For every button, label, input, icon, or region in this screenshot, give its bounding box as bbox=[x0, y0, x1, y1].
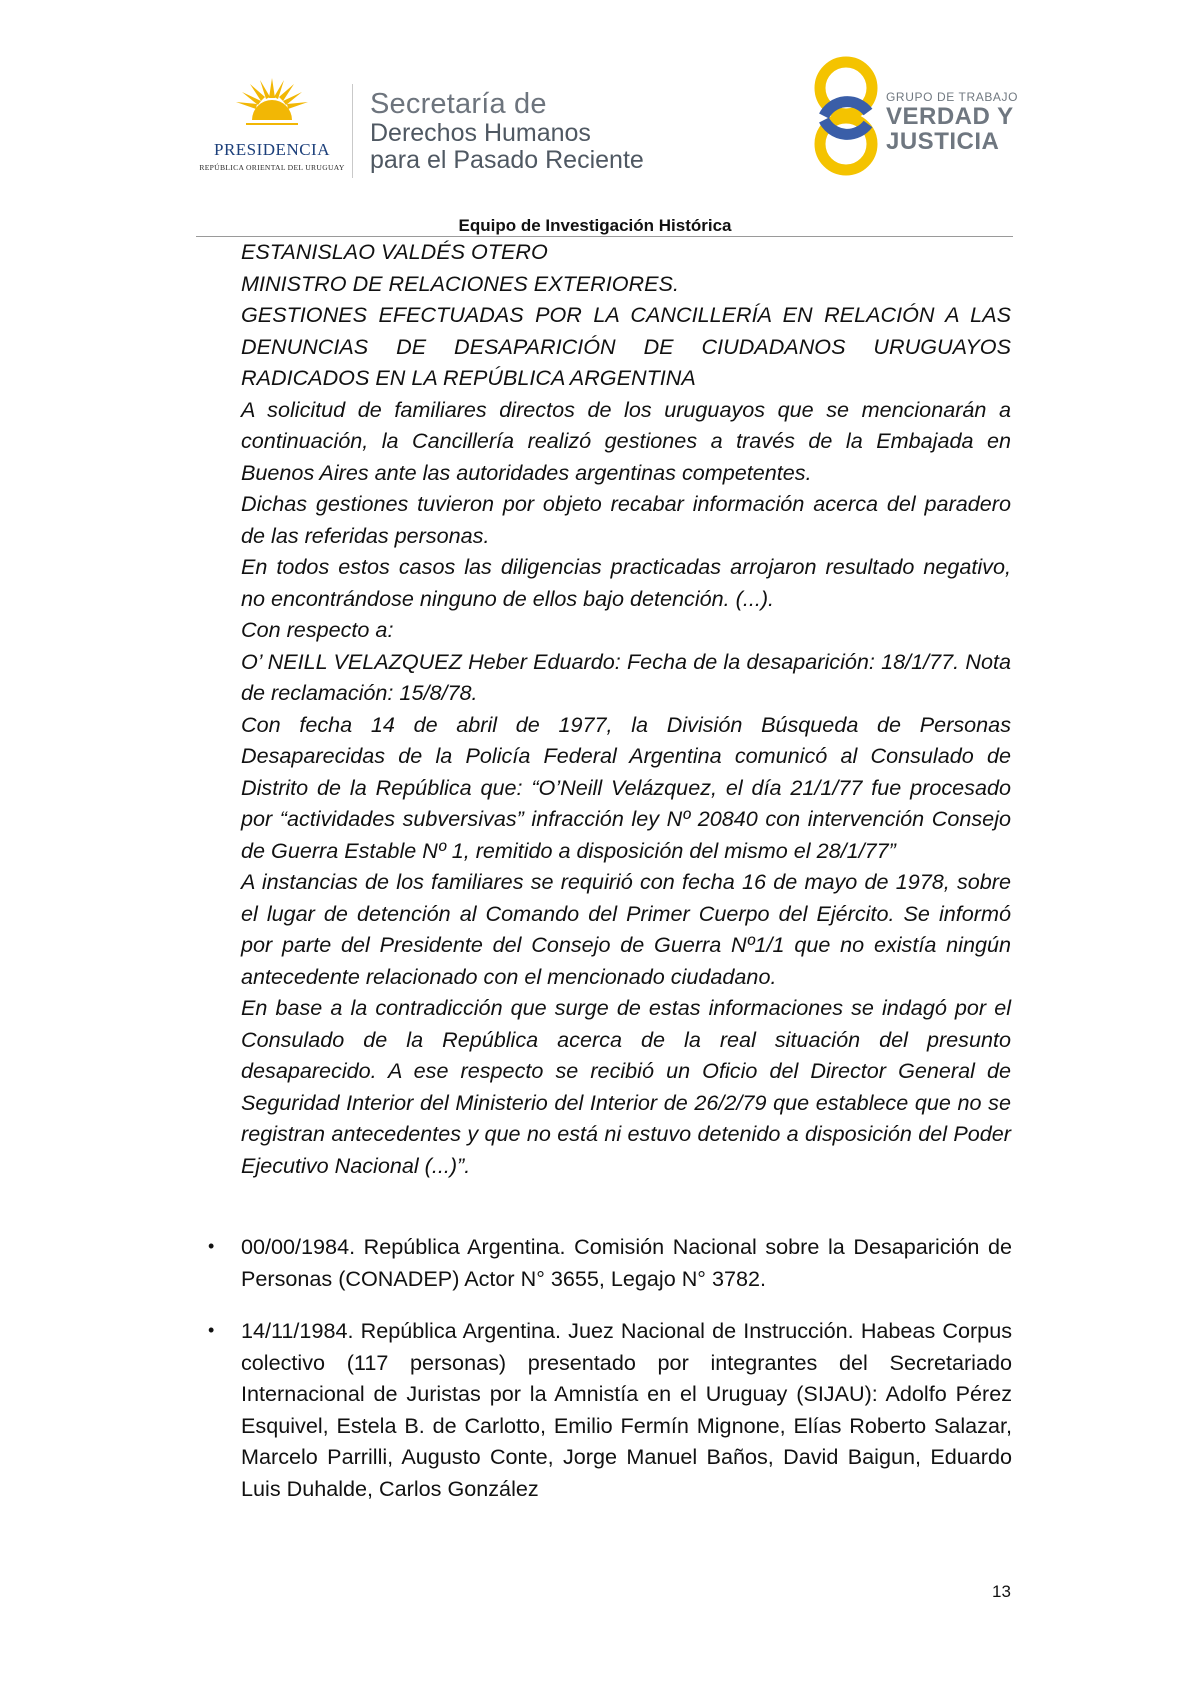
bullet-list bbox=[202, 1231, 1012, 1294]
sun-emblem-icon bbox=[232, 76, 312, 138]
list-item bbox=[202, 1315, 1012, 1504]
quoted-text-block bbox=[241, 236, 1011, 1181]
presidencia-wordmark: PRESIDENCIA bbox=[213, 140, 330, 159]
caps-line-minister: MINISTRO DE RELACIONES EXTERIORES. bbox=[241, 270, 679, 296]
justicia-label: JUSTICIA bbox=[886, 128, 1000, 155]
secretaria-line-1: Secretaría de bbox=[370, 88, 547, 120]
header-divider bbox=[352, 84, 353, 178]
paragraph: A instancias de los familiares se requirió con fecha 16 de mayo de 1978, sobre el lugar de detención al Comando del Primer Cuerpo del Ejército. Se informó por parte del Presidente del Consejo de Guerra Nº1/1 que no existía ningún antecedente relacionado con el mencionado ciudadano. bbox=[241, 869, 1011, 989]
presidencia-logo bbox=[192, 76, 352, 176]
secretaria-logo-text bbox=[370, 88, 644, 174]
paragraph: En base a la contradicción que surge de estas informaciones se indagó por el Consulado de la República acerca de la real situación del presunto desaparecido. A ese respecto se recibió un Oficio del Director General de Seguridad Interior del Ministerio del Interior de 26/2/79 que establece que no se registran antecedentes y que no está ni estuvo detenido a disposición del Poder Ejecutivo Nacional (...)”. bbox=[241, 995, 1011, 1178]
paragraph: A solicitud de familiares directos de los uruguayos que se mencionarán a continuación, la Cancillería realizó gestiones a través de la Embajada en Buenos Aires ante las autoridades argentinas competentes. bbox=[241, 396, 1011, 485]
grupo-trabajo-label: GRUPO DE TRABAJO bbox=[886, 90, 1019, 104]
paragraph: Con fecha 14 de abril de 1977, la División Búsqueda de Personas Desaparecidas de la Policía Federal Argentina comunicó al Consulado de Distrito de la República que: “O’Neill Velázquez, el día 21/1/77 fue procesado por “actividades subversivas” infracción ley Nº 20840 con intervención Consejo de Guerra Estable Nº 1, remitido a disposición del mismo el 28/1/77” bbox=[241, 711, 1011, 863]
caps-line-name: ESTANISLAO VALDÉS OTERO bbox=[241, 239, 548, 264]
paragraph: En todos estos casos las diligencias practicadas arrojaron resultado negativo, no encontrándose ninguno de ellos bajo detención. (...). bbox=[241, 554, 1011, 611]
verdad-justicia-rings-icon bbox=[808, 54, 892, 180]
page-number: 13 bbox=[992, 1582, 1011, 1601]
secretaria-line-2: Derechos Humanos bbox=[370, 119, 591, 147]
paragraph: Dichas gestiones tuvieron por objeto recabar información acerca del paradero de las referidas personas. bbox=[241, 491, 1011, 548]
bullet-list-2 bbox=[202, 1315, 1012, 1504]
paragraph: O’ NEILL VELAZQUEZ Heber Eduardo: Fecha de la desaparición: 18/1/77. Nota de reclamación: 15/8/78. bbox=[241, 648, 1011, 705]
secretaria-line-3: para el Pasado Reciente bbox=[370, 146, 644, 174]
presidencia-subtitle: REPÚBLICA ORIENTAL DEL URUGUAY bbox=[199, 163, 345, 172]
bullet-icon: • bbox=[208, 1320, 215, 1340]
list-item-text: 14/11/1984. República Argentina. Juez Nacional de Instrucción. Habeas Corpus colectivo (117 personas) presentado por integrantes del Secretariado Internacional de Juristas por la Amnistía en el Uruguay (SIJAU): Adolfo Pérez Esquivel, Estela B. de Carlotto, Emilio Fermín Mignone, Elías Roberto Salazar, Marcelo Parrilli, Augusto Conte, Jorge Manuel Baños, David Baigun, Eduardo Luis Duhalde, Carlos González bbox=[241, 1318, 1012, 1501]
paragraph: Con respecto a: bbox=[241, 617, 394, 642]
caps-line-gestiones: GESTIONES EFECTUADAS POR LA CANCILLERÍA EN RELACIÓN A LAS DENUNCIAS DE DESAPARICIÓN DE CIUDADANOS URUGUAYOS RADICADOS EN LA REPÚBLICA ARGENTINA bbox=[241, 302, 1011, 390]
list-item bbox=[202, 1231, 1012, 1294]
equipo-title: Equipo de Investigación Histórica bbox=[458, 216, 732, 235]
bullet-icon: • bbox=[208, 1236, 215, 1256]
grupo-trabajo-text bbox=[886, 90, 1018, 154]
list-item-text: 00/00/1984. República Argentina. Comisión Nacional sobre la Desaparición de Personas (CONADEP) Actor N° 3655, Legajo N° 3782. bbox=[241, 1234, 1012, 1291]
verdad-label: VERDAD Y bbox=[886, 103, 1014, 130]
page-header bbox=[0, 0, 1190, 240]
